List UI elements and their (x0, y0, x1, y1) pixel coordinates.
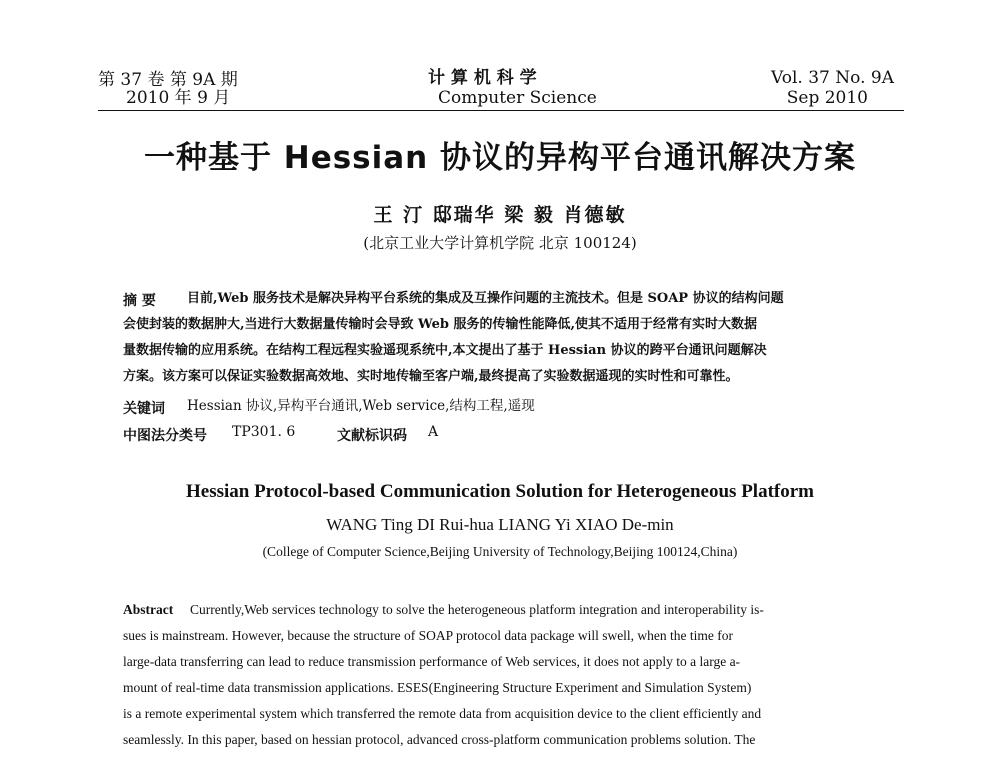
date-en: Sep 2010 (786, 88, 868, 108)
paper-title-en: Hessian Protocol-based Communication Solution for Heterogeneous Platform (185, 481, 815, 502)
journal-name-en: Computer Science (438, 88, 597, 108)
classification-label: 中图法分类号 (123, 428, 207, 444)
date-cn: 2010 年 9 月 (126, 88, 231, 108)
authors-en: WANG Ting DI Rui-hua LIANG Yi XIAO De-min (326, 515, 674, 534)
abstract-cn-line: 目前,Web 服务技术是解决异构平台系统的集成及互操作问题的主流技术。但是 SOAP 协议的结构问题 (187, 291, 784, 306)
volume-issue-en: Vol. 37 No. 9A (771, 68, 894, 88)
abstract-en-line: seamlessly. In this paper, based on hessian protocol, advanced cross-platform communication problems solution. The (123, 732, 756, 747)
affiliation-en: (College of Computer Science,Beijing University of Technology,Beijing 100124,China) (262, 544, 738, 559)
document-code-label: 文献标识码 (337, 428, 407, 444)
classification-value: TP301. 6 (232, 424, 296, 440)
keywords-cn-label: 关键词 (123, 401, 165, 417)
affiliation-cn: (北京工业大学计算机学院 北京 100124) (363, 234, 637, 252)
abstract-cn-line: 方案。该方案可以保证实验数据高效地、实时地传输至客户端,最终提高了实验数据遥现的实时性和可靠性。 (123, 369, 739, 384)
abstract-en-line: is a remote experimental system which transferred the remote data from acquisition device to the client efficiently and (123, 706, 762, 721)
header-rule (98, 110, 904, 111)
abstract-en-line: Currently,Web services technology to solve the heterogeneous platform integration and interoperability is- (190, 602, 764, 617)
abstract-cn-line: 会使封装的数据肿大,当进行大数据量传输时会导致 Web 服务的传输性能降低,使其不适用于经常有实时大数据 (123, 317, 758, 332)
abstract-en-line: large-data transferring can lead to reduce transmission performance of Web services, it does not apply to a large a- (123, 654, 741, 669)
abstract-cn-label: 摘 要 (123, 293, 156, 309)
volume-issue-cn: 第 37 卷 第 9A 期 (98, 70, 238, 90)
abstract-en-line: mount of real-time data transmission applications. ESES(Engineering Structure Experiment and Simulation System) (123, 680, 752, 695)
document-code-value: A (428, 424, 439, 440)
authors-cn: 王 汀 邸瑞华 梁 毅 肖德敏 (373, 204, 627, 226)
abstract-cn-line: 量数据传输的应用系统。在结构工程远程实验遥现系统中,本文提出了基于 Hessian 协议的跨平台通讯问题解决 (123, 343, 767, 358)
paper-title-cn: 一种基于 Hessian 协议的异构平台通讯解决方案 (143, 140, 857, 176)
keywords-cn: Hessian 协议,异构平台通讯,Web service,结构工程,遥现 (187, 398, 535, 414)
journal-name-cn: 计 算 机 科 学 (428, 68, 537, 88)
abstract-en-label: Abstract (123, 602, 174, 617)
abstract-en-line: sues is mainstream. However, because the structure of SOAP protocol data package will swell, when the time for (123, 628, 734, 643)
